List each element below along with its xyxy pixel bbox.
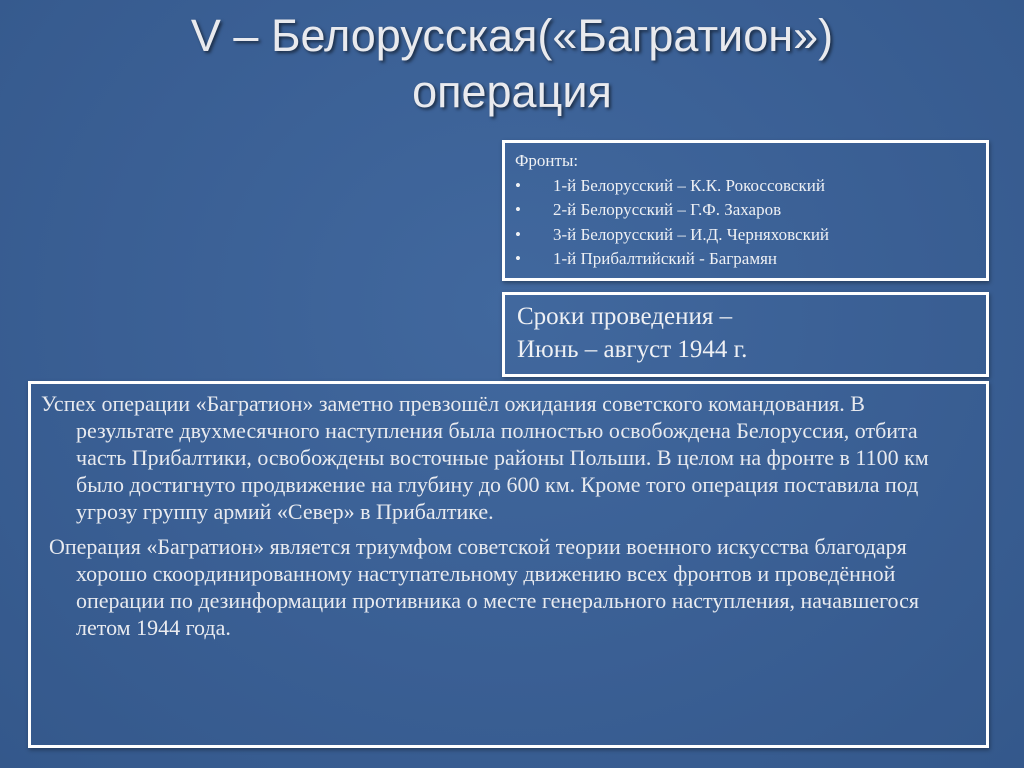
dates-box bbox=[502, 292, 989, 377]
front-item-text: 1-й Прибалтийский - Баграмян bbox=[553, 249, 777, 268]
bullet-icon: • bbox=[515, 200, 521, 219]
front-item-text: 2-й Белорусский – Г.Ф. Захаров bbox=[553, 200, 782, 219]
summary-paragraph-2: Операция «Багратион» является триумфом советской теории военного искусства благодаря хорошо скоординированному наступательному движению всех фронтов и проведённой операции по дезинформации противника о месте генерального наступления, начавшегося летом 1944 года. bbox=[49, 534, 919, 640]
front-item bbox=[515, 223, 976, 248]
fronts-box bbox=[502, 140, 989, 281]
front-item-text: 1-й Белорусский – К.К. Рокоссовский bbox=[553, 175, 825, 195]
bullet-icon: • bbox=[515, 249, 521, 268]
front-item-text: 3-й Белорусский – И.Д. Черняховский bbox=[553, 224, 830, 244]
dates-line-2: Июнь – август 1944 г. bbox=[517, 336, 748, 363]
dates-line-1: Сроки проведения – bbox=[517, 303, 733, 330]
front-item bbox=[515, 174, 976, 199]
summary-box bbox=[28, 381, 989, 748]
fronts-list bbox=[515, 174, 976, 272]
front-item bbox=[515, 247, 976, 272]
slide-title bbox=[0, 8, 1024, 120]
bullet-icon: • bbox=[515, 224, 521, 244]
fronts-label: Фронты: bbox=[515, 151, 579, 170]
bullet-icon: • bbox=[515, 175, 521, 195]
title-line-2: операция bbox=[412, 66, 612, 117]
front-item bbox=[515, 198, 976, 223]
title-line-1: V – Белорусская(«Багратион») bbox=[190, 10, 834, 61]
summary-paragraph-1: Успех операции «Багратион» заметно превзошёл ожидания советского командования. В результате двухмесячного наступления была полностью освобождена Белоруссия, отбита часть Прибалтики, освобождены восточные районы Польши. В целом на фронте в 1100 км было достигнуто продвижение на глубину до 600 км. Кроме того операция поставила под угрозу группу армий «Север» в Прибалтике. bbox=[41, 391, 929, 524]
